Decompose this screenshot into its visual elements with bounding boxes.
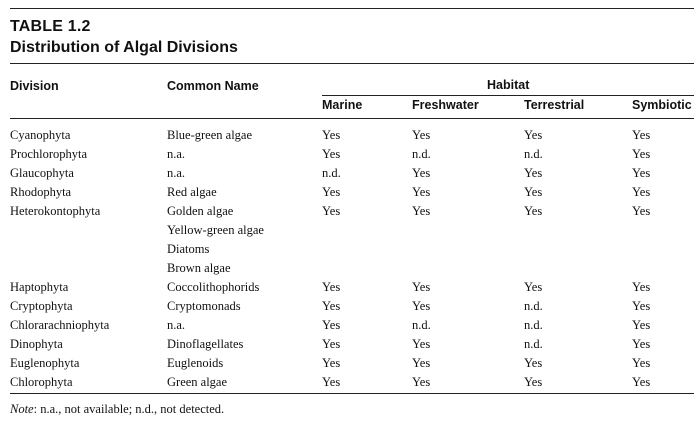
top-rule xyxy=(10,8,694,9)
freshwater-cell: Yes xyxy=(412,375,431,389)
table-label: TABLE 1.2 xyxy=(10,18,91,35)
division-cell: Chlorophyta xyxy=(10,375,73,389)
terrestrial-cell: Yes xyxy=(524,166,543,180)
marine-cell: Yes xyxy=(322,147,341,161)
terrestrial-cell: Yes xyxy=(524,375,543,389)
header-common-name: Common Name xyxy=(167,79,259,93)
division-cell: Euglenophyta xyxy=(10,356,80,370)
marine-cell: Yes xyxy=(322,128,341,142)
freshwater-cell: Yes xyxy=(412,299,431,313)
common-name-cell: Green algae xyxy=(167,375,228,389)
marine-cell: Yes xyxy=(322,375,341,389)
table-row xyxy=(0,297,700,316)
terrestrial-cell: Yes xyxy=(524,185,543,199)
freshwater-cell: Yes xyxy=(412,185,431,199)
common-name-cell: Brown algae xyxy=(167,261,231,275)
division-cell: Cyanophyta xyxy=(10,128,71,142)
division-cell: Prochlorophyta xyxy=(10,147,88,161)
table-row xyxy=(0,126,700,145)
header-rule xyxy=(10,63,694,64)
freshwater-cell: Yes xyxy=(412,166,431,180)
freshwater-cell: Yes xyxy=(412,280,431,294)
common-name-cell: Euglenoids xyxy=(167,356,224,370)
table-row xyxy=(0,240,700,259)
division-cell: Haptophyta xyxy=(10,280,69,294)
common-name-cell: Yellow-green algae xyxy=(167,223,264,237)
symbiotic-cell: Yes xyxy=(632,318,651,332)
header-division: Division xyxy=(10,79,59,93)
terrestrial-cell: Yes xyxy=(524,356,543,370)
common-name-cell: Dinoflagellates xyxy=(167,337,244,351)
symbiotic-cell: Yes xyxy=(632,356,651,370)
terrestrial-cell: Yes xyxy=(524,204,543,218)
header-marine: Marine xyxy=(322,98,363,112)
common-name-cell: n.a. xyxy=(167,318,186,332)
marine-cell: Yes xyxy=(322,204,341,218)
symbiotic-cell: Yes xyxy=(632,375,651,389)
table-row xyxy=(0,354,700,373)
symbiotic-cell: Yes xyxy=(632,166,651,180)
table-row xyxy=(0,316,700,335)
header-freshwater: Freshwater xyxy=(412,98,479,112)
symbiotic-cell: Yes xyxy=(632,147,651,161)
table-row xyxy=(0,221,700,240)
table-row xyxy=(0,145,700,164)
symbiotic-cell: Yes xyxy=(632,204,651,218)
freshwater-cell: Yes xyxy=(412,128,431,142)
division-cell: Chlorarachniophyta xyxy=(10,318,110,332)
bottom-rule xyxy=(10,393,694,394)
note-text: : n.a., not available; n.d., not detected. xyxy=(33,402,225,416)
habitat-rule xyxy=(322,95,694,96)
common-name-cell: Cryptomonads xyxy=(167,299,241,313)
table-note xyxy=(10,402,224,417)
common-name-cell: Golden algae xyxy=(167,204,234,218)
table-row xyxy=(0,259,700,278)
table-title: Distribution of Algal Divisions xyxy=(10,39,238,56)
table-body xyxy=(0,126,700,392)
freshwater-cell: Yes xyxy=(412,204,431,218)
division-cell: Rhodophyta xyxy=(10,185,72,199)
terrestrial-cell: n.d. xyxy=(524,299,543,313)
freshwater-cell: n.d. xyxy=(412,147,431,161)
division-cell: Cryptophyta xyxy=(10,299,73,313)
marine-cell: Yes xyxy=(322,185,341,199)
freshwater-cell: Yes xyxy=(412,356,431,370)
common-name-cell: Red algae xyxy=(167,185,217,199)
marine-cell: Yes xyxy=(322,299,341,313)
terrestrial-cell: Yes xyxy=(524,128,543,142)
header-habitat: Habitat xyxy=(487,78,530,92)
header-symbiotic: Symbiotic xyxy=(632,98,692,112)
freshwater-cell: n.d. xyxy=(412,318,431,332)
terrestrial-cell: n.d. xyxy=(524,337,543,351)
table-row xyxy=(0,278,700,297)
symbiotic-cell: Yes xyxy=(632,337,651,351)
symbiotic-cell: Yes xyxy=(632,185,651,199)
terrestrial-cell: n.d. xyxy=(524,147,543,161)
common-name-cell: Blue-green algae xyxy=(167,128,253,142)
table-row xyxy=(0,183,700,202)
note-label: Note xyxy=(10,402,34,416)
header-terrestrial: Terrestrial xyxy=(524,98,585,112)
common-name-cell: n.a. xyxy=(167,147,186,161)
division-cell: Dinophyta xyxy=(10,337,63,351)
symbiotic-cell: Yes xyxy=(632,299,651,313)
table-row xyxy=(0,164,700,183)
marine-cell: Yes xyxy=(322,337,341,351)
common-name-cell: Diatoms xyxy=(167,242,210,256)
symbiotic-cell: Yes xyxy=(632,128,651,142)
marine-cell: n.d. xyxy=(322,166,341,180)
marine-cell: Yes xyxy=(322,356,341,370)
freshwater-cell: Yes xyxy=(412,337,431,351)
terrestrial-cell: Yes xyxy=(524,280,543,294)
marine-cell: Yes xyxy=(322,318,341,332)
division-cell: Heterokontophyta xyxy=(10,204,101,218)
symbiotic-cell: Yes xyxy=(632,280,651,294)
common-name-cell: Coccolithophorids xyxy=(167,280,260,294)
terrestrial-cell: n.d. xyxy=(524,318,543,332)
body-rule xyxy=(10,118,694,119)
division-cell: Glaucophyta xyxy=(10,166,74,180)
marine-cell: Yes xyxy=(322,280,341,294)
table-row xyxy=(0,202,700,221)
table-row xyxy=(0,335,700,354)
common-name-cell: n.a. xyxy=(167,166,186,180)
table-row xyxy=(0,373,700,392)
